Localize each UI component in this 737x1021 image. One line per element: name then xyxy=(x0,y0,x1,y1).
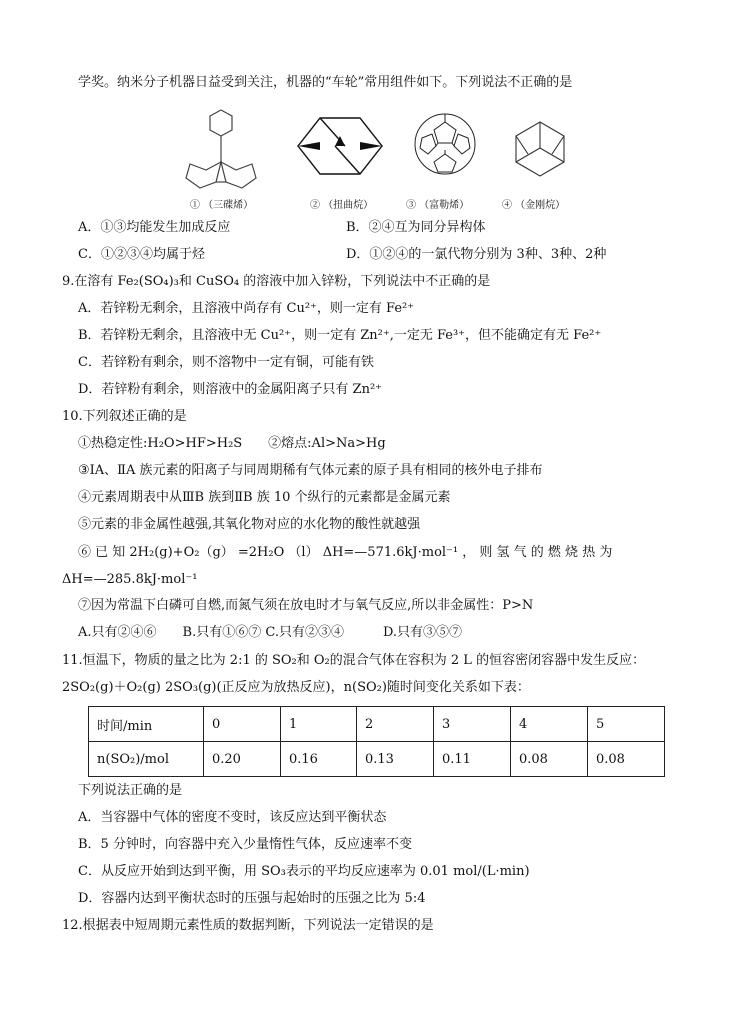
q10-statement-5: ⑤元素的非金属性越强,其氧化物对应的水化物的酸性就越强 xyxy=(78,517,421,532)
q12-stem: 12.根据表中短周期元素性质的数据判断，下列说法一定错误的是 xyxy=(62,918,434,933)
q8-option-c: C．①②③④均属于烃 xyxy=(78,247,205,262)
table-cell: 0.20 xyxy=(204,742,281,777)
q10-statement-6b: ΔH=—285.8kJ·mol⁻¹ xyxy=(62,572,198,587)
adamantane-figure xyxy=(510,118,570,182)
q9-stem: 9.在溶有 Fe₂(SO₄)₃和 CuSO₄ 的溶液中加入锌粉，下列说法中不正确的是 xyxy=(62,274,491,289)
table-cell: 4 xyxy=(511,707,588,742)
triptycene-figure xyxy=(176,104,266,194)
q10-statement-4: ④元素周期表中从ⅢB 族到ⅡB 族 10 个纵行的元素都是金属元素 xyxy=(78,490,451,505)
table-cell: 0 xyxy=(204,707,281,742)
q11-ask: 下列说法正确的是 xyxy=(78,783,183,798)
table-cell: 时间/min xyxy=(89,707,204,742)
q10-statement-7: ⑦因为常温下白磷可自燃,而氮气须在放电时才与氧气反应,所以非金属性：P>N xyxy=(78,598,534,613)
table-cell: 0.16 xyxy=(281,742,357,777)
q11-option-a: A．当容器中气体的密度不变时，该反应达到平衡状态 xyxy=(78,810,387,825)
table-cell: 1 xyxy=(281,707,357,742)
q9-option-d: D．若锌粉有剩余，则溶液中的金属阳离子只有 Zn²⁺ xyxy=(78,382,383,397)
so2-time-table xyxy=(88,706,665,777)
table-row xyxy=(89,742,665,777)
twistane-figure xyxy=(290,106,390,186)
fullerene-figure xyxy=(410,108,480,180)
figure-caption-2: ② （扭曲烷） xyxy=(310,200,374,211)
q10-stem: 10.下列叙述正确的是 xyxy=(62,409,187,424)
table-cell: 5 xyxy=(588,707,665,742)
q11-option-b: B．5 分钟时，向容器中充入少量惰性气体，反应速率不变 xyxy=(78,837,412,852)
q11-stem-1: 11.恒温下，物质的量之比为 2:1 的 SO₂和 O₂的混合气体在容积为 2 L 的恒容密闭容器中发生反应： xyxy=(62,653,646,668)
q10-statement-1-2: ①热稳定性:H₂O>HF>H₂S ②熔点:Al>Na>Hg xyxy=(78,436,386,451)
intro-line: 学奖。纳米分子机器日益受到关注，机器的“车轮”常用组件如下。下列说法不正确的是 xyxy=(78,75,573,90)
table-cell: 0.13 xyxy=(357,742,434,777)
table-cell: n(SO₂)/mol xyxy=(89,742,204,777)
q11-option-d: D．容器内达到平衡状态时的压强与起始时的压强之比为 5:4 xyxy=(78,891,426,906)
q10-statement-3: ③ⅠA、ⅡA 族元素的阳离子与同周期稀有气体元素的原子具有相同的核外电子排布 xyxy=(78,463,543,478)
q8-option-b: B．②④互为同分异构体 xyxy=(346,220,486,235)
q10-options: A.只有②④⑥ B.只有①⑥⑦ C.只有②③④ D.只有③⑤⑦ xyxy=(78,625,463,640)
table-cell: 0.11 xyxy=(434,742,511,777)
figure-caption-3: ③ （富勒烯） xyxy=(406,200,470,211)
q9-option-b: B．若锌粉无剩余，且溶液中无 Cu²⁺，则一定有 Zn²⁺,一定无 Fe³⁺，但不能确定有无 Fe²⁺ xyxy=(78,328,602,343)
q9-option-a: A．若锌粉无剩余，且溶液中尚存有 Cu²⁺，则一定有 Fe²⁺ xyxy=(78,301,415,316)
table-cell: 0.08 xyxy=(588,742,665,777)
figure-caption-4: ④ （金刚烷） xyxy=(502,200,566,211)
table-cell: 2 xyxy=(357,707,434,742)
table-cell: 0.08 xyxy=(511,742,588,777)
q8-option-d: D．①②④的一氯代物分别为 3种、3种、2种 xyxy=(346,247,607,262)
q11-stem-2: 2SO₂(g)＋O₂(g) 2SO₃(g)(正反应为放热反应)，n(SO₂)随时间变化关系如下表： xyxy=(62,680,530,695)
q8-option-a: A．①③均能发生加成反应 xyxy=(78,220,231,235)
table-header-row xyxy=(89,707,665,742)
q11-option-c: C．从反应开始到达到平衡，用 SO₃表示的平均反应速率为 0.01 mol/(L·min) xyxy=(78,864,530,879)
figure-caption-1: ① （三碟烯） xyxy=(190,200,254,211)
q9-option-c: C．若锌粉有剩余，则不溶物中一定有铜，可能有铁 xyxy=(78,355,374,370)
q10-statement-6a: ⑥ 已 知 2H₂(g)+O₂（g） =2H₂O （l） ΔH=—571.6kJ·mol⁻¹ ， 则 氢 气 的 燃 烧 热 为 xyxy=(78,545,613,560)
table-cell: 3 xyxy=(434,707,511,742)
